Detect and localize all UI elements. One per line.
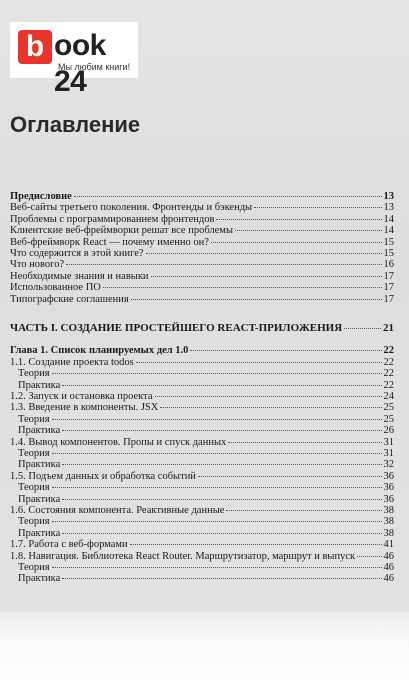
toc-entry-page: 38 [383, 516, 394, 528]
toc-entry-page: 36 [383, 470, 394, 482]
toc-leader-dots [52, 453, 382, 454]
toc-entry [10, 425, 394, 436]
toc-leader-dots [62, 533, 381, 534]
toc-entry [10, 237, 394, 248]
logo-tagline: Мы любим книги! [58, 62, 131, 72]
toc-leader-dots [62, 464, 381, 465]
toc-entry [10, 437, 394, 448]
toc-leader-dots [52, 567, 382, 568]
toc-leader-dots [155, 396, 382, 397]
toc-leader-dots [198, 476, 382, 477]
toc-entry-title: Необходимые знания и навыки [10, 270, 149, 282]
toc-entry-title: 1.3. Введение в компоненты. JSX [10, 402, 159, 414]
toc-entry-title: Предисловие [10, 191, 72, 202]
toc-leader-dots [146, 253, 382, 254]
toc-entry-title: Веб-сайты третьего поколения. Фронтенды и бэкенды [10, 202, 253, 214]
toc-entry [10, 380, 394, 391]
toc-entry [10, 414, 394, 425]
toc-leader-dots [216, 219, 381, 220]
toc-entry-page: 17 [383, 282, 394, 294]
toc-entry [10, 471, 394, 482]
toc-entry-title: Теория [18, 368, 50, 380]
toc-entry-page: 25 [383, 402, 394, 414]
toc-leader-dots [160, 407, 381, 408]
toc-entry [10, 357, 394, 368]
toc-leader-dots [226, 510, 381, 511]
toc-entry [10, 345, 394, 357]
toc-entry-page: 41 [383, 539, 394, 551]
toc-leader-dots [52, 521, 382, 522]
toc-entry [10, 248, 394, 259]
toc-entry-title: Проблемы с программированием фронтендов [10, 213, 215, 225]
table-of-contents [10, 191, 394, 585]
toc-leader-dots [136, 362, 382, 363]
toc-leader-dots [62, 578, 381, 579]
toc-entry [10, 271, 394, 282]
toc-entry [10, 505, 394, 516]
toc-entry-title: Практика [18, 459, 61, 471]
toc-entry-title: Практика [18, 527, 61, 539]
toc-leader-dots [62, 385, 381, 386]
toc-entry-page: 16 [383, 259, 394, 271]
toc-entry [10, 202, 394, 213]
toc-leader-dots [52, 487, 382, 488]
toc-leader-dots [344, 328, 381, 329]
toc-entry-page: 15 [383, 247, 394, 259]
toc-entry [10, 321, 394, 335]
toc-entry-title: Теория [18, 482, 50, 494]
logo-letter-b: b [18, 30, 52, 64]
toc-entry-title: Клиентские веб-фреймворки решат все проблемы [10, 225, 233, 237]
toc-entry-page: 21 [383, 321, 394, 334]
toc-entry-title: Практика [18, 425, 61, 437]
toc-entry [10, 551, 394, 562]
page-title: Оглавление [10, 112, 141, 137]
toc-entry [10, 191, 394, 202]
page-margin [0, 612, 409, 685]
toc-entry-title: Типографские соглашения [10, 293, 129, 305]
toc-entry-title: 1.8. Навигация. Библиотека React Router. Маршрутизатор, маршрут и выпуск [10, 550, 356, 562]
toc-entry-title: Теория [18, 561, 50, 573]
toc-entry-page: 15 [383, 236, 394, 248]
toc-entry-page: 17 [383, 270, 394, 282]
toc-entry-title: Практика [18, 379, 61, 391]
toc-leader-dots [151, 276, 382, 277]
toc-entry-page: 17 [383, 293, 394, 305]
toc-entry-title: 1.1. Создание проекта todos [10, 356, 134, 368]
toc-leader-dots [228, 442, 381, 443]
toc-entry-page: 32 [383, 459, 394, 471]
toc-leader-dots [130, 544, 382, 545]
toc-entry-title: Практика [18, 493, 61, 505]
toc-leader-dots [52, 373, 382, 374]
toc-leader-dots [254, 207, 381, 208]
toc-entry-page: 13 [383, 191, 394, 202]
toc-entry-title: Теория [18, 516, 50, 528]
toc-entry [10, 368, 394, 379]
toc-entry-page: 22 [383, 344, 394, 356]
toc-entry-page: 14 [383, 225, 394, 237]
toc-entry [10, 391, 394, 402]
toc-entry-page: 22 [383, 356, 394, 368]
toc-entry-page: 38 [383, 504, 394, 516]
toc-entry-title: 1.5. Подъем данных и обработка событий [10, 470, 196, 482]
toc-entry-title: 1.6. Состояния компонента. Реактивные данные [10, 504, 225, 516]
toc-entry-page: 38 [383, 527, 394, 539]
toc-entry [10, 282, 394, 293]
toc-entry-title: Теория [18, 448, 50, 460]
toc-entry-title: 1.2. Запуск и остановка проекта [10, 391, 153, 403]
toc-entry-page: 36 [383, 482, 394, 494]
toc-entry-title: Глава 1. Список планируемых дел 1.0 [10, 344, 189, 356]
toc-entry [10, 482, 394, 493]
toc-entry [10, 294, 394, 305]
toc-leader-dots [211, 242, 382, 243]
toc-entry-page: 31 [383, 448, 394, 460]
toc-entry-title: Веб-фреймворк React — почему именно он? [10, 236, 209, 248]
book24-logo [10, 22, 138, 98]
toc-entry-page: 46 [383, 573, 394, 585]
toc-leader-dots [74, 196, 382, 197]
toc-leader-dots [52, 419, 382, 420]
toc-entry-page: 25 [383, 413, 394, 425]
toc-leader-dots [357, 556, 381, 557]
toc-entry-page: 22 [383, 379, 394, 391]
toc-entry [10, 494, 394, 505]
toc-entry [10, 516, 394, 527]
toc-entry-page: 24 [383, 391, 394, 403]
toc-leader-dots [103, 287, 382, 288]
toc-entry-page: 46 [383, 561, 394, 573]
toc-entry [10, 528, 394, 539]
toc-entry-title: 1.4. Вывод компонентов. Пропы и спуск данных [10, 436, 227, 448]
toc-entry-title: ЧАСТЬ I. СОЗДАНИЕ ПРОСТЕЙШЕГО REACT-ПРИЛОЖЕНИЯ [10, 321, 343, 334]
toc-entry [10, 214, 394, 225]
toc-entry [10, 402, 394, 413]
toc-entry-title: 1.7. Работа с веб-формами [10, 539, 128, 551]
toc-entry-page: 22 [383, 368, 394, 380]
toc-entry-page: 13 [383, 202, 394, 214]
toc-leader-dots [66, 264, 381, 265]
toc-entry-page: 31 [383, 436, 394, 448]
toc-entry-title: Теория [18, 413, 50, 425]
toc-entry [10, 562, 394, 573]
toc-leader-dots [62, 430, 381, 431]
toc-entry-page: 14 [383, 213, 394, 225]
toc-entry-title: Что содержится в этой книге? [10, 247, 144, 259]
toc-entry-page: 26 [383, 425, 394, 437]
toc-leader-dots [190, 350, 381, 351]
toc-entry [10, 459, 394, 470]
toc-leader-dots [62, 499, 381, 500]
toc-entry-page: 36 [383, 493, 394, 505]
toc-entry-title: Практика [18, 573, 61, 585]
toc-entry-title: Использованное ПО [10, 282, 101, 294]
toc-entry-title: Что нового? [10, 259, 65, 271]
toc-leader-dots [131, 299, 382, 300]
toc-entry-page: 46 [383, 550, 394, 562]
toc-leader-dots [235, 230, 382, 231]
toc-entry [10, 259, 394, 270]
logo-wordmark: ook 24 [54, 29, 106, 98]
toc-entry [10, 573, 394, 584]
toc-entry [10, 448, 394, 459]
toc-entry [10, 225, 394, 236]
toc-entry [10, 539, 394, 550]
